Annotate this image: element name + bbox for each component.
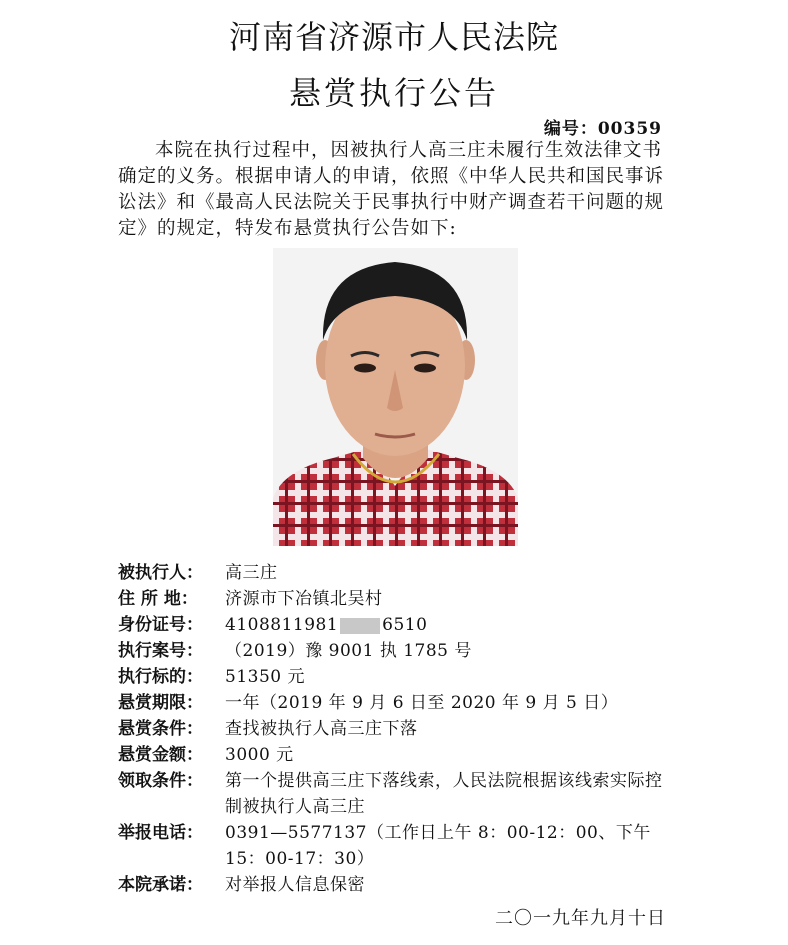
intro-paragraph: 本院在执行过程中，因被执行人高三庄未履行生效法律文书确定的义务。根据申请人的申请，依照《中华人民共和国民事诉讼法》和《最高人民法院关于民事执行中财产调查若干问题的规定》的规定，特发布悬赏执行公告如下: [118,140,665,239]
field-row-condition [118,716,678,742]
field-row-reward [118,742,678,768]
field-row-case [118,638,678,664]
court-name: 河南省济源市人民法院 [228,18,559,56]
id-redaction-block [340,618,380,634]
field-label: 执行案号： [118,641,203,661]
field-value: （2019）豫 9001 执 1785 号 [225,641,472,661]
field-value: 一年（2019 年 9 月 6 日至 2020 年 9 月 5 日） [225,693,619,713]
person-photo-icon [273,248,518,546]
details-list [118,560,678,898]
document-number: 编号：00359 [543,119,662,139]
field-value: 高三庄 [225,563,278,583]
field-label: 悬赏金额： [118,745,203,765]
field-row-period [118,690,678,716]
issue-date: 二〇一九年九月十日 [495,908,666,929]
field-value: 第一个提供高三庄下落线索，人民法院根据该线索实际控制被执行人高三庄 [225,771,663,817]
field-row-phone [118,820,678,872]
field-value: 济源市下冶镇北吴村 [225,589,383,609]
id-prefix: 4108811981 [225,615,339,635]
field-label: 住 所 地： [118,589,198,609]
field-value: 查找被执行人高三庄下落 [225,719,418,739]
field-row-amount [118,664,678,690]
field-value: 对举报人信息保密 [225,875,365,895]
field-row-name [118,560,678,586]
field-value [225,612,678,638]
field-label: 悬赏条件： [118,719,203,739]
field-row-promise [118,872,678,898]
field-label: 身份证号： [118,615,203,635]
field-value: 51350 元 [225,667,305,687]
field-value: 0391—5577137（工作日上午 8：00-12：00、下午 15：00-17：30） [225,823,651,869]
person-photo [273,248,518,546]
field-label: 悬赏期限： [118,693,203,713]
field-row-claim [118,768,678,820]
field-label: 举报电话： [118,823,203,843]
field-row-address [118,586,678,612]
id-suffix: 6510 [382,615,428,635]
field-value: 3000 元 [225,745,294,765]
field-label: 被执行人： [118,563,203,583]
field-row-id [118,612,678,638]
notice-title: 悬赏执行公告 [288,74,499,112]
field-label: 领取条件： [118,771,203,791]
field-label: 执行标的： [118,667,203,687]
field-label: 本院承诺： [118,875,203,895]
